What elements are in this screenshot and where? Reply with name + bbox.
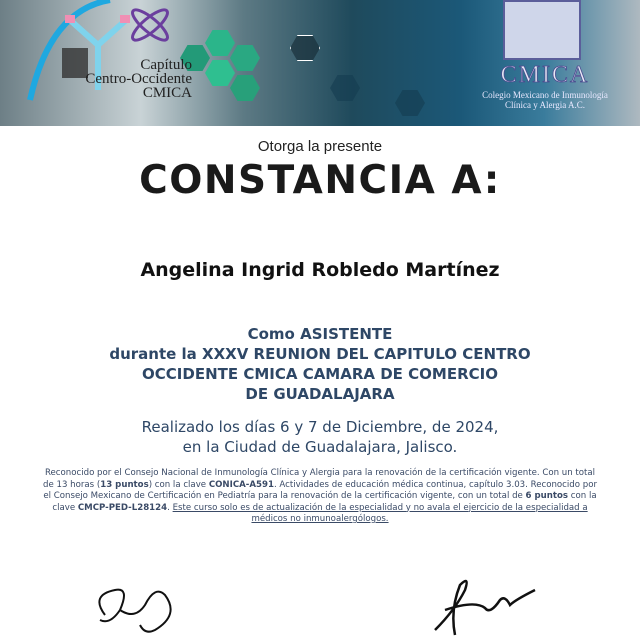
cmica-logo — [470, 0, 620, 115]
fine-text: ) con la clave — [148, 479, 209, 490]
fine-text: . Actividades de educación médica continua, capítulo 3.03. Reconocido por el Consejo Mexicano de Certificación en Pediatría para la renovación de la certificación vigente, con un total de — [43, 479, 597, 501]
hex-decoration — [205, 30, 235, 56]
fine-text: . — [167, 502, 173, 513]
recipient-name: Angelina Ingrid Robledo Martínez — [140, 259, 500, 281]
cmica-sub-line: Clínica y Alergia A.C. — [504, 100, 586, 110]
intro-text: Otorga la presente — [257, 138, 383, 155]
disclaimer-underlined: Este curso solo es de actualización de la especialidad y no avala el ejercicio de la especialidad a médicos no inmunoalergólogos. — [172, 502, 588, 524]
fine-bold: 13 puntos — [100, 479, 149, 490]
hex-decoration — [230, 75, 260, 101]
fine-text: con la clave — [52, 491, 597, 513]
hex-decoration — [395, 90, 425, 116]
hex-decoration — [330, 75, 360, 101]
fine-bold: CMCP-PED-L28124 — [77, 502, 168, 513]
signature-right-icon — [415, 570, 545, 640]
fine-text: Reconocido por el Consejo Nacional de Inmunología Clínica y Alergia para la renovación de la certificación vigente. Con un total de 13 horas ( — [43, 468, 596, 490]
role-line: OCCIDENTE CMICA CAMARA DE COMERCIO — [142, 365, 498, 383]
hex-decoration — [290, 35, 320, 61]
capitulo-logo — [20, 0, 190, 112]
fine-bold: CONICA-A591 — [208, 479, 274, 490]
cmica-subtitle — [470, 90, 620, 110]
event-date-location — [0, 417, 640, 457]
role-line: DE GUADALAJARA — [245, 385, 395, 403]
hex-decoration — [230, 45, 260, 71]
role-line: Como ASISTENTE — [247, 325, 393, 343]
hex-decoration — [205, 60, 235, 86]
logo-line: CMICA — [142, 85, 192, 101]
role-description — [0, 324, 640, 404]
logo-line: Capítulo — [140, 57, 192, 73]
fine-bold: 6 puntos — [525, 491, 569, 501]
header-banner — [0, 0, 640, 126]
role-line: durante la XXXV REUNION DEL CAPITULO CENTRO — [109, 345, 531, 363]
cmica-sub-line: Colegio Mexicano de Inmunología — [482, 90, 608, 100]
cmica-title: CMICA — [500, 62, 590, 88]
cmica-emblem-icon — [503, 0, 581, 60]
capitulo-logo-text — [72, 58, 192, 100]
logo-line: Centro-Occidente — [85, 71, 192, 87]
date-line: Realizado los días 6 y 7 de Diciembre, de 2024, — [141, 418, 499, 436]
date-line: en la Ciudad de Guadalajara, Jalisco. — [182, 438, 458, 456]
certificate-title: CONSTANCIA A: — [139, 158, 501, 203]
accreditation-fine-print — [40, 468, 600, 526]
signature-left-icon — [85, 575, 195, 640]
